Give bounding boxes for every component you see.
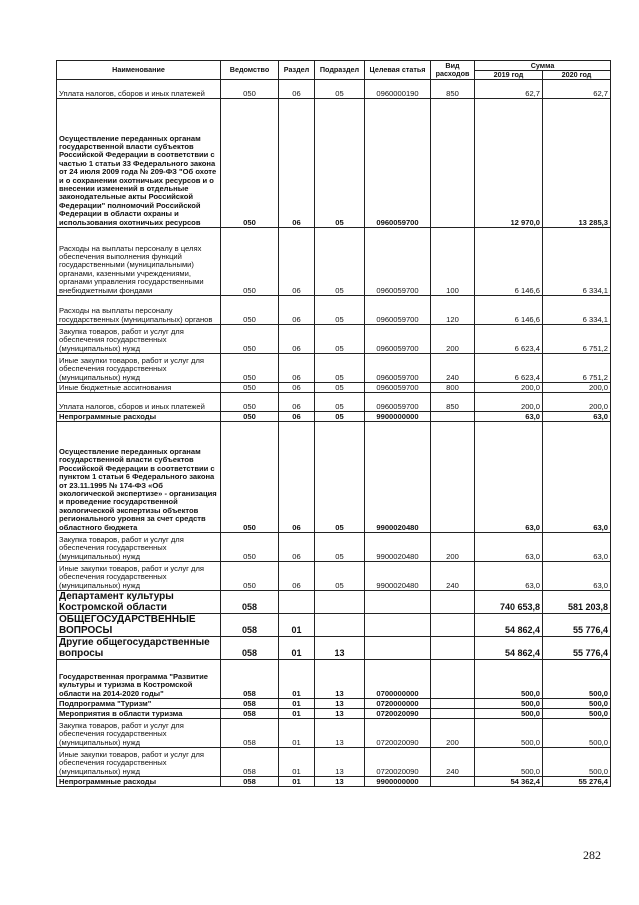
row-dept: 058 xyxy=(221,709,279,719)
table-row xyxy=(57,412,611,422)
table-row xyxy=(57,383,611,393)
table-row xyxy=(57,699,611,709)
row-section: 01 xyxy=(279,719,315,748)
row-dept: 050 xyxy=(221,383,279,393)
row-sum-2020: 6 334,1 xyxy=(543,228,611,296)
row-sum-2020: 500,0 xyxy=(543,709,611,719)
row-section: 06 xyxy=(279,393,315,412)
table-row xyxy=(57,660,611,699)
row-section: 06 xyxy=(279,99,315,228)
row-sum-2019: 500,0 xyxy=(475,699,543,709)
table-row xyxy=(57,562,611,591)
row-section: 01 xyxy=(279,748,315,777)
row-sum-2020: 200,0 xyxy=(543,393,611,412)
row-name: Закупка товаров, работ и услуг для обеспечения государственных (муниципальных) нужд xyxy=(57,719,221,748)
row-sum-2020: 55 276,4 xyxy=(543,777,611,787)
row-name: Уплата налогов, сборов и иных платежей xyxy=(57,80,221,99)
header-year-2020: 2020 год xyxy=(543,71,611,80)
row-section: 06 xyxy=(279,354,315,383)
row-target xyxy=(365,637,431,660)
row-target: 0960059700 xyxy=(365,393,431,412)
row-exp-type: 240 xyxy=(431,354,475,383)
row-subsection: 13 xyxy=(315,777,365,787)
row-subsection: 05 xyxy=(315,422,365,533)
row-dept: 050 xyxy=(221,80,279,99)
row-sum-2020: 500,0 xyxy=(543,748,611,777)
row-section: 06 xyxy=(279,412,315,422)
row-sum-2019: 63,0 xyxy=(475,562,543,591)
header-target: Целевая статья xyxy=(365,61,431,80)
row-dept: 050 xyxy=(221,412,279,422)
row-exp-type xyxy=(431,591,475,614)
row-section: 06 xyxy=(279,296,315,325)
row-exp-type: 100 xyxy=(431,228,475,296)
row-dept: 050 xyxy=(221,228,279,296)
row-dept: 058 xyxy=(221,614,279,637)
row-sum-2020: 63,0 xyxy=(543,533,611,562)
table-row xyxy=(57,533,611,562)
row-section: 06 xyxy=(279,383,315,393)
row-name: Государственная программа "Развитие культуры и туризма в Костромской области на 2014-2020 годы" xyxy=(57,660,221,699)
row-target: 0720020090 xyxy=(365,719,431,748)
row-dept: 050 xyxy=(221,393,279,412)
row-exp-type: 850 xyxy=(431,80,475,99)
row-exp-type xyxy=(431,660,475,699)
row-section: 01 xyxy=(279,777,315,787)
row-target: 9900000000 xyxy=(365,412,431,422)
row-name: ОБЩЕГОСУДАРСТВЕННЫЕ ВОПРОСЫ xyxy=(57,614,221,637)
row-sum-2019: 500,0 xyxy=(475,660,543,699)
row-target: 9900020480 xyxy=(365,562,431,591)
table-row xyxy=(57,228,611,296)
row-target: 0720020090 xyxy=(365,709,431,719)
row-subsection: 05 xyxy=(315,80,365,99)
row-subsection: 13 xyxy=(315,660,365,699)
row-target: 0720020090 xyxy=(365,748,431,777)
row-section: 06 xyxy=(279,562,315,591)
table-row xyxy=(57,422,611,533)
row-exp-type xyxy=(431,709,475,719)
table-row xyxy=(57,325,611,354)
table-row xyxy=(57,80,611,99)
table-row xyxy=(57,719,611,748)
row-target: 0960059700 xyxy=(365,354,431,383)
row-exp-type: 240 xyxy=(431,562,475,591)
row-target: 0960059700 xyxy=(365,99,431,228)
row-dept: 050 xyxy=(221,533,279,562)
row-name: Иные закупки товаров, работ и услуг для обеспечения государственных (муниципальных) нужд xyxy=(57,748,221,777)
row-exp-type: 800 xyxy=(431,383,475,393)
row-sum-2019: 6 623,4 xyxy=(475,354,543,383)
row-section xyxy=(279,591,315,614)
table-row xyxy=(57,393,611,412)
row-sum-2020: 500,0 xyxy=(543,719,611,748)
page-number: 282 xyxy=(583,848,601,862)
row-sum-2019: 500,0 xyxy=(475,709,543,719)
row-target xyxy=(365,614,431,637)
row-sum-2019: 6 146,6 xyxy=(475,228,543,296)
row-section: 01 xyxy=(279,699,315,709)
row-sum-2019: 6 623,4 xyxy=(475,325,543,354)
table-row xyxy=(57,354,611,383)
row-sum-2020: 6 751,2 xyxy=(543,325,611,354)
row-exp-type: 240 xyxy=(431,748,475,777)
row-target xyxy=(365,591,431,614)
row-sum-2020: 62,7 xyxy=(543,80,611,99)
row-dept: 058 xyxy=(221,699,279,709)
header-dept: Ведомство xyxy=(221,61,279,80)
row-sum-2020: 63,0 xyxy=(543,422,611,533)
header-name: Наименование xyxy=(57,61,221,80)
row-subsection xyxy=(315,591,365,614)
row-sum-2019: 54 862,4 xyxy=(475,637,543,660)
row-target: 0700000000 xyxy=(365,660,431,699)
row-dept: 050 xyxy=(221,562,279,591)
row-exp-type xyxy=(431,412,475,422)
row-subsection: 05 xyxy=(315,562,365,591)
table-row xyxy=(57,637,611,660)
row-sum-2020: 55 776,4 xyxy=(543,637,611,660)
row-section: 06 xyxy=(279,325,315,354)
row-dept: 050 xyxy=(221,325,279,354)
row-name: Расходы на выплаты персоналу в целях обеспечения выполнения функций государственными (муниципальными) органами, казенными учреждениями, органами управления государственными внебюджетными фондами xyxy=(57,228,221,296)
row-subsection: 05 xyxy=(315,325,365,354)
row-sum-2019: 200,0 xyxy=(475,383,543,393)
row-section: 06 xyxy=(279,422,315,533)
row-exp-type xyxy=(431,99,475,228)
row-subsection: 05 xyxy=(315,393,365,412)
row-name: Иные бюджетные ассигнования xyxy=(57,383,221,393)
table-row xyxy=(57,614,611,637)
row-exp-type: 200 xyxy=(431,325,475,354)
row-target: 0960059700 xyxy=(365,296,431,325)
table-row xyxy=(57,99,611,228)
row-sum-2020: 63,0 xyxy=(543,412,611,422)
row-name: Расходы на выплаты персоналу государственных (муниципальных) органов xyxy=(57,296,221,325)
row-dept: 058 xyxy=(221,748,279,777)
row-name: Уплата налогов, сборов и иных платежей xyxy=(57,393,221,412)
table-row xyxy=(57,296,611,325)
row-name: Непрограммные расходы xyxy=(57,777,221,787)
table-row xyxy=(57,591,611,614)
row-exp-type xyxy=(431,614,475,637)
row-name: Другие общегосударственные вопросы xyxy=(57,637,221,660)
row-exp-type: 850 xyxy=(431,393,475,412)
header-section: Раздел xyxy=(279,61,315,80)
row-exp-type: 200 xyxy=(431,719,475,748)
row-sum-2020: 500,0 xyxy=(543,699,611,709)
header-sum: Сумма xyxy=(475,61,611,71)
row-subsection: 05 xyxy=(315,296,365,325)
row-target: 9900020480 xyxy=(365,422,431,533)
row-sum-2019: 62,7 xyxy=(475,80,543,99)
row-target: 0960059700 xyxy=(365,383,431,393)
row-sum-2019: 500,0 xyxy=(475,719,543,748)
row-subsection: 13 xyxy=(315,748,365,777)
row-name: Департамент культуры Костромской области xyxy=(57,591,221,614)
table-body xyxy=(57,80,611,787)
row-subsection: 05 xyxy=(315,228,365,296)
row-sum-2019: 6 146,6 xyxy=(475,296,543,325)
row-section: 01 xyxy=(279,660,315,699)
row-exp-type xyxy=(431,777,475,787)
budget-sheet xyxy=(56,60,610,787)
row-name: Закупка товаров, работ и услуг для обеспечения государственных (муниципальных) нужд xyxy=(57,533,221,562)
row-dept: 050 xyxy=(221,422,279,533)
table-row xyxy=(57,748,611,777)
row-dept: 050 xyxy=(221,99,279,228)
table-row xyxy=(57,777,611,787)
row-target: 0720000000 xyxy=(365,699,431,709)
row-sum-2019: 200,0 xyxy=(475,393,543,412)
row-subsection: 05 xyxy=(315,383,365,393)
row-name: Непрограммные расходы xyxy=(57,412,221,422)
row-sum-2019: 54 362,4 xyxy=(475,777,543,787)
row-subsection: 05 xyxy=(315,99,365,228)
row-exp-type xyxy=(431,637,475,660)
row-section: 06 xyxy=(279,80,315,99)
row-subsection: 05 xyxy=(315,533,365,562)
row-section: 06 xyxy=(279,228,315,296)
row-exp-type: 120 xyxy=(431,296,475,325)
table-row xyxy=(57,709,611,719)
row-sum-2019: 54 862,4 xyxy=(475,614,543,637)
row-sum-2020: 581 203,8 xyxy=(543,591,611,614)
row-target: 0960059700 xyxy=(365,228,431,296)
row-target: 9900000000 xyxy=(365,777,431,787)
row-sum-2019: 63,0 xyxy=(475,412,543,422)
row-subsection: 13 xyxy=(315,637,365,660)
row-sum-2019: 500,0 xyxy=(475,748,543,777)
row-sum-2019: 740 653,8 xyxy=(475,591,543,614)
row-name: Иные закупки товаров, работ и услуг для обеспечения государственных (муниципальных) нужд xyxy=(57,562,221,591)
row-section: 01 xyxy=(279,709,315,719)
header-year-2019: 2019 год xyxy=(475,71,543,80)
row-target: 0960059700 xyxy=(365,325,431,354)
row-section: 01 xyxy=(279,637,315,660)
row-subsection: 13 xyxy=(315,719,365,748)
row-subsection: 05 xyxy=(315,354,365,383)
row-sum-2020: 200,0 xyxy=(543,383,611,393)
row-subsection: 13 xyxy=(315,709,365,719)
row-sum-2020: 13 285,3 xyxy=(543,99,611,228)
row-dept: 058 xyxy=(221,660,279,699)
row-section: 06 xyxy=(279,533,315,562)
row-subsection: 13 xyxy=(315,699,365,709)
row-name: Иные закупки товаров, работ и услуг для обеспечения государственных (муниципальных) нужд xyxy=(57,354,221,383)
row-name: Подпрограмма "Туризм" xyxy=(57,699,221,709)
row-dept: 058 xyxy=(221,777,279,787)
row-name: Мероприятия в области туризма xyxy=(57,709,221,719)
row-exp-type: 200 xyxy=(431,533,475,562)
row-sum-2019: 63,0 xyxy=(475,422,543,533)
row-sum-2020: 6 751,2 xyxy=(543,354,611,383)
row-sum-2020: 63,0 xyxy=(543,562,611,591)
row-sum-2020: 55 776,4 xyxy=(543,614,611,637)
row-sum-2020: 500,0 xyxy=(543,660,611,699)
row-target: 9900020480 xyxy=(365,533,431,562)
row-exp-type xyxy=(431,422,475,533)
row-dept: 050 xyxy=(221,354,279,383)
row-dept: 058 xyxy=(221,719,279,748)
row-dept: 058 xyxy=(221,591,279,614)
row-section: 01 xyxy=(279,614,315,637)
row-target: 0960000190 xyxy=(365,80,431,99)
row-name: Осуществление переданных органам государственной власти субъектов Российской Федерации в соответствии с частью 1 статьи 33 Федерального закона от 24 июля 2009 года № 209-ФЗ "Об охоте и о сохранении охотничьих ресурсов и о внесении изменений в отдельные законодательные акты Российской Федерации" полномочий Российской Федерации в области охраны и использования охотничьих ресурсов xyxy=(57,99,221,228)
row-dept: 050 xyxy=(221,296,279,325)
row-sum-2019: 63,0 xyxy=(475,533,543,562)
row-subsection: 05 xyxy=(315,412,365,422)
row-sum-2020: 6 334,1 xyxy=(543,296,611,325)
row-name: Осуществление переданных органам государственной власти субъектов Российской Федерации в соответствии с пунктом 1 статьи 6 Федерального закона от 23.11.1995 № 174-ФЗ «Об экологической экспертизе» - организация и проведение государственной экологической экспертизы объектов регионального уровня за счет средств областного бюджета xyxy=(57,422,221,533)
header-exp-type: Вид расходов xyxy=(431,61,475,80)
row-subsection xyxy=(315,614,365,637)
budget-table xyxy=(56,60,611,787)
row-sum-2019: 12 970,0 xyxy=(475,99,543,228)
row-exp-type xyxy=(431,699,475,709)
row-dept: 058 xyxy=(221,637,279,660)
header-subsection: Подраздел xyxy=(315,61,365,80)
row-name: Закупка товаров, работ и услуг для обеспечения государственных (муниципальных) нужд xyxy=(57,325,221,354)
